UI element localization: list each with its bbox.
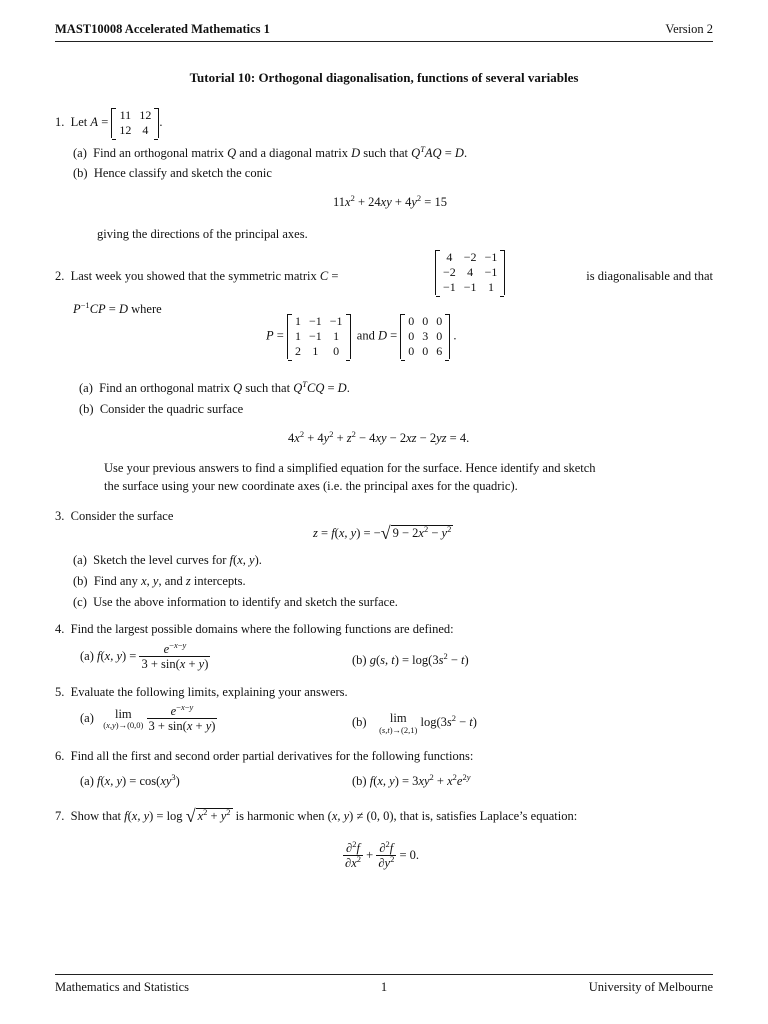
q5b-lim: lim [389,711,407,725]
q4a: (a) f(x, y) = $\frac{e^{-x-y}}{3 + \sin(x + y)}$ [80,640,209,672]
q2-where: where [131,302,162,316]
q3b-text-2: and [164,574,183,588]
q2a-label: (a) [79,381,93,395]
q5a-label: (a) [80,710,94,725]
q6-statement [55,749,473,764]
q3c-label: (c) [73,595,87,609]
page-number: 1 [380,980,388,994]
matrix-c-cell: −1 [484,265,498,279]
matrix-d-cell: 0 [436,329,443,343]
q1a-text-2: and a diagonal matrix [239,146,348,160]
q6-text: Find all the first and second order partial derivatives for the following functions: [70,749,474,763]
matrix-d [400,314,450,359]
q2-number: 2. [55,269,65,283]
q3-number: 3. [55,509,65,523]
matrix-p-cell: −1 [308,329,322,343]
matrix-d-cell: 3 [422,329,429,343]
q4a-label: (a) [80,648,94,663]
q5-number: 5. [55,685,65,699]
matrix-d-cell: 6 [436,344,443,358]
q2-para-1: Use your previous answers to find a simplified equation for the surface. Hence identify and sketch [104,461,596,475]
q1a-text-1: Find an orthogonal matrix [93,146,225,160]
matrix-p-cell: 1 [333,329,340,343]
surface-equation: z = f(x, y) = −√ $9 - 2x^2 - y^2$ [313,523,452,543]
q7-statement: 7. Show that f(x, y) = log √ $x^2 + y^2$ is harmonic when (x, y) ≠ (0, 0), that is, satisfies Laplace’s equation: [55,806,578,826]
q4b: (b) g(s, $t) = \log(3s^2 - t)$ [352,651,469,667]
q1b-text: Hence classify and sketch the conic [93,166,272,180]
q7-number: 7. [55,809,65,823]
q5-statement [55,685,348,700]
matrix-a-cell: 11 [119,108,132,122]
matrix-a-cell: 12 [139,108,152,122]
q1a-label: (a) [73,146,87,160]
q3a-text: Sketch the level curves for [93,553,227,567]
q4b-label: (b) [352,653,367,667]
matrix-p-cell: 0 [333,344,340,358]
q4-statement [55,622,454,637]
matrix-a-cell: 12 [119,123,132,137]
course-title: MAST10008 Accelerated Mathematics 1 [55,22,270,36]
q6a-label: (a) [80,774,94,788]
q6a: (a) f(x, $y) = \cos(xy^3)$ [80,772,180,788]
matrix-c-cell: 4 [446,250,453,264]
q2b [79,402,243,417]
q3a-label: (a) [73,553,87,567]
q2-pcp: $P^{-1}CP = D$ where [73,300,162,316]
q2-and: and [356,328,375,343]
q6b-label: (b) [352,774,367,788]
q1a-text-3: such that [363,146,409,160]
laplace-equation: $\frac{\partial^2f}{\partial x^2}$ + $\frac{\partial^2f}{\partial y^2}$ = 0. [345,839,419,871]
footer-left: Mathematics and Statistics [55,980,190,994]
q3-text: Consider the surface [70,509,174,523]
q1-statement: 1. Let A = 11 12 12 4 . [55,108,163,137]
matrix-a-cell: 4 [142,123,149,137]
conic-equation: $11x^2 + 24xy + 4y^2 = 15$ [333,193,447,209]
q2a-text-1: Find an orthogonal matrix [99,381,231,395]
q2a-text-2: such that [245,381,291,395]
q3-statement [55,509,173,524]
q2a: (a) Find an orthogonal matrix Q such that $Q^TCQ = D$. [79,379,350,395]
matrix-d-cell: 0 [422,314,429,328]
footer-right: University of Melbourne [588,980,713,994]
q5b: (b) lim (s,t)→(2,1) $\log(3s^2 - t)$ [352,711,477,735]
matrix-c-cell: −1 [443,280,456,294]
q4-text: Find the largest possible domains where the following functions are defined: [70,622,454,636]
q7-text-2: is harmonic when [235,809,325,823]
matrix-p-cell: −1 [329,314,343,328]
q2b-text: Consider the quadric surface [99,402,244,416]
matrix-p-cell: 1 [294,329,301,343]
q2-matrices: P = 1 −1 −1 1 −1 1 2 1 0 and D = 0 0 0 0 3 0 0 0 6 . [266,314,457,358]
matrix-d-cell: 0 [436,314,443,328]
matrix-c-cell: 1 [487,280,494,294]
q3b: (b) Find any x, y, and z intercepts. [73,574,246,588]
q2b-label: (b) [79,402,94,416]
matrix-c-cell: −1 [484,250,498,264]
q2-intro-2: is diagonalisable and that [586,269,713,283]
matrix-d-cell: 0 [408,329,415,343]
q2-statement: 2. Last week you showed that the symmetric matrix C = 4 −2 −1 −2 4 −1 −1 −1 1 is diagonalisable and that [55,250,713,294]
matrix-c-cell: 4 [467,265,474,279]
version-label: Version 2 [665,22,713,36]
matrix-c [435,250,505,295]
matrix-d-cell: 0 [408,344,415,358]
q3b-label: (b) [73,574,88,588]
q3b-text-1: Find any [93,574,138,588]
q5a: (a) lim (x,y)→(0,0) $\frac{e^{-x-y}}{3 + \sin(x + y)}$ [80,702,216,734]
matrix-p-cell: 2 [294,344,301,358]
q5-text: Evaluate the following limits, explaining your answers. [70,685,348,699]
q5a-lim: lim [114,706,132,721]
matrix-c-cell: −2 [443,265,456,279]
q3c [73,595,398,610]
q1b-label: (b) [73,166,88,180]
matrix-d-cell: 0 [422,344,429,358]
q1-let: Let [70,114,88,129]
q3b-text-3: intercepts. [193,574,246,588]
header-rule [55,41,713,42]
q3a: (a) Sketch the level curves for f(x, y). [73,553,262,567]
q4-number: 4. [55,622,65,636]
matrix-p-cell: 1 [312,344,319,358]
matrix-c-cell: −1 [463,280,477,294]
matrix-a [111,108,159,138]
q5b-label: (b) [352,714,367,729]
q2-intro-1: Last week you showed that the symmetric matrix [70,269,317,283]
q1-number: 1. [55,114,65,129]
matrix-p-cell: −1 [308,314,322,328]
q7-text-3: , that is, satisfies Laplace’s equation: [393,809,578,823]
quadric-equation: $4x^2 + 4y^2 + z^2 - 4xy - 2xz - 2yz = 4$. [288,429,470,445]
tutorial-title: Tutorial 10: Orthogonal diagonalisation, functions of several variables [189,70,579,85]
footer-rule [55,974,713,975]
matrix-p [287,314,351,359]
q6-number: 6. [55,749,65,763]
q2-para-2: the surface using your new coordinate axes (i.e. the principal axes for the quadric). [104,479,518,493]
q1b [73,166,272,181]
q1a: (a) Find an orthogonal matrix Q and a diagonal matrix D such that $Q^TAQ = D$. [73,144,468,160]
q3c-text: Use the above information to identify and sketch the surface. [93,595,398,609]
q1-after: giving the directions of the principal axes. [97,227,308,241]
q6b: (b) f(x, $y) = 3xy^2 + x^2e^{2y}$ [352,772,471,788]
q7-text-1: Show that [70,809,121,823]
matrix-c-cell: −2 [463,250,477,264]
matrix-d-cell: 0 [408,314,415,328]
matrix-p-cell: 1 [294,314,301,328]
